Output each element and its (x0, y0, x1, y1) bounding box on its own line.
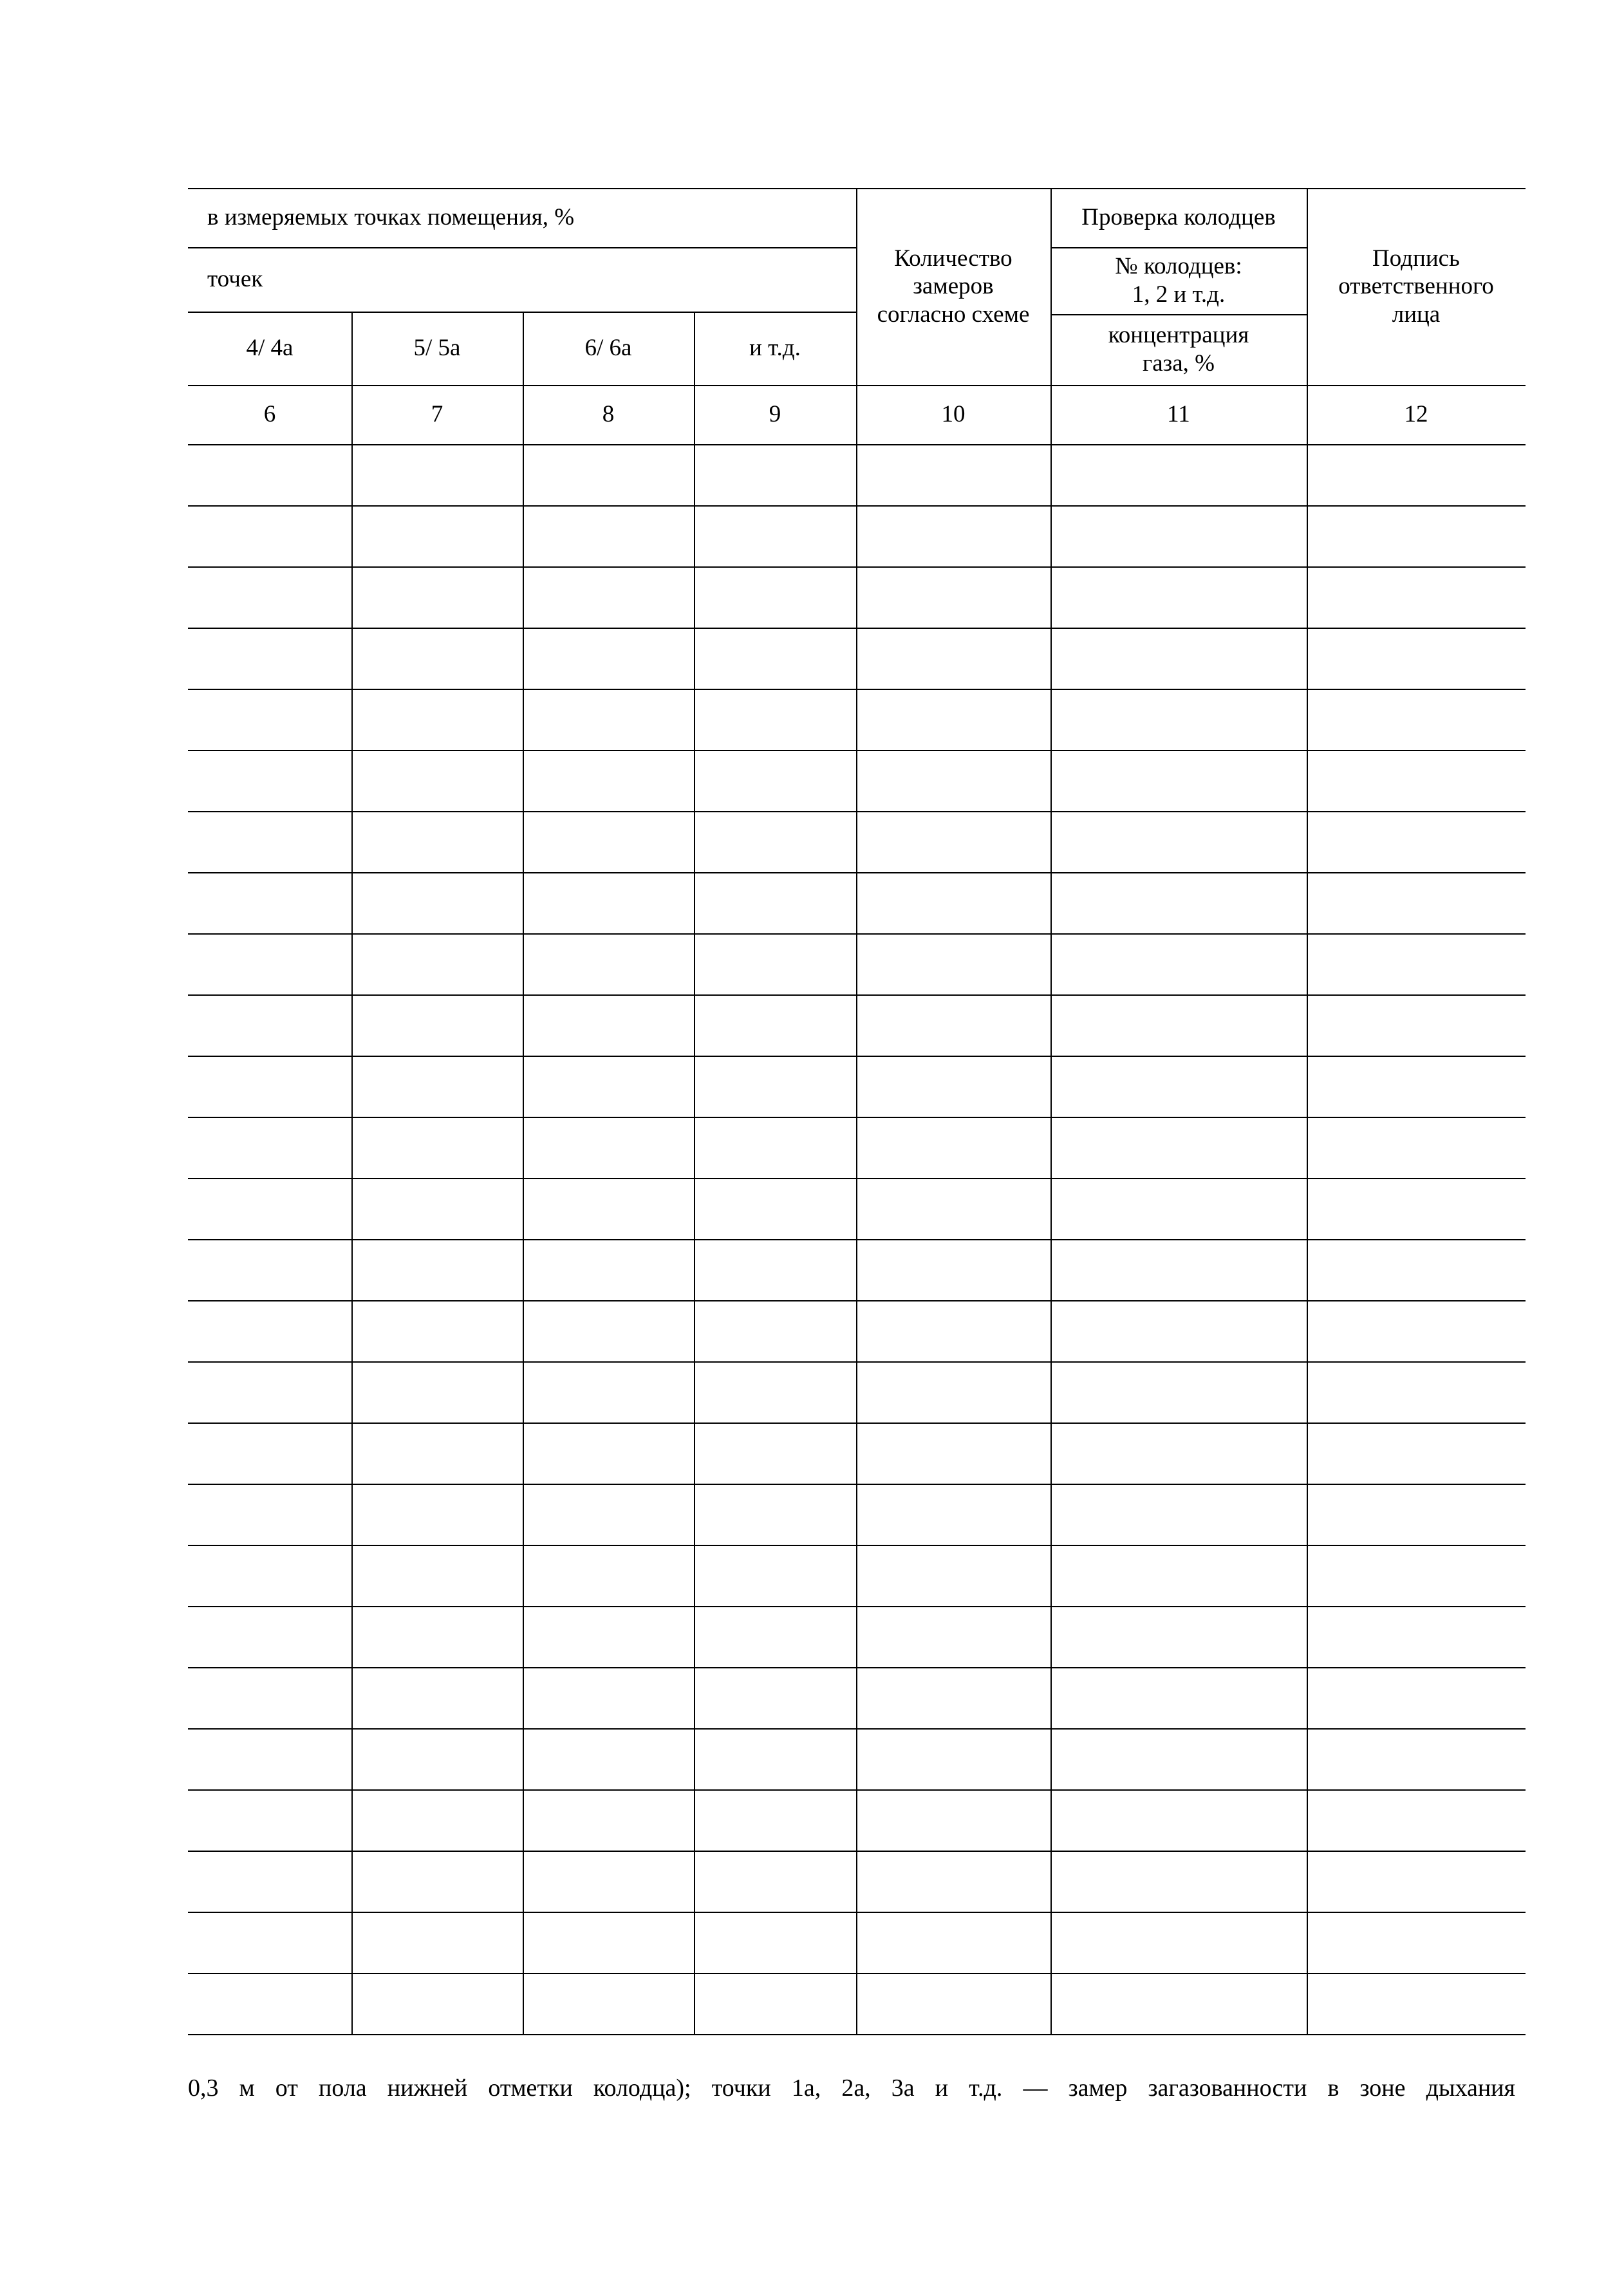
header-col-4: 4/ 4а (246, 335, 294, 362)
header-divider (1050, 247, 1307, 248)
column-divider (351, 385, 353, 2034)
column-divider (523, 312, 524, 385)
column-divider (1307, 188, 1308, 385)
column-number: 6 (263, 401, 276, 428)
column-divider (1050, 385, 1052, 2034)
column-divider (1050, 188, 1052, 385)
column-divider (694, 385, 695, 2034)
column-divider (351, 312, 353, 385)
column-divider (523, 385, 524, 2034)
column-divider (856, 188, 857, 385)
gas-measurement-table (188, 188, 1526, 2042)
column-number: 10 (941, 401, 966, 428)
header-wells-numbers: № колодцев: 1, 2 и т.д. (1115, 253, 1242, 308)
header-col-5: 5/ 5а (413, 335, 461, 362)
column-number: 8 (602, 401, 615, 428)
header-wells-check: Проверка колодцев (1081, 204, 1276, 231)
column-number: 11 (1167, 401, 1190, 428)
footnote-text: 0,3 м от пола нижней отметки колодца); точки 1а, 2а, 3а и т.д. — замер загазованности в зоне дыхания (188, 2075, 1515, 2102)
header-col-etc: и т.д. (749, 335, 801, 362)
header-divider (188, 312, 856, 313)
column-number: 12 (1404, 401, 1428, 428)
column-divider (856, 385, 857, 2034)
column-divider (1307, 385, 1308, 2034)
header-divider (188, 247, 856, 248)
column-number: 9 (769, 401, 781, 428)
header-measure-count: Количество замеров согласно схеме (877, 245, 1030, 328)
column-number: 7 (431, 401, 443, 428)
header-measured-points: в измеряемых точках помещения, % (207, 204, 575, 231)
table-bottom-border (188, 2034, 1526, 2035)
column-divider (694, 312, 695, 385)
header-gas-concentration: концентрация газа, % (1108, 322, 1249, 377)
header-signature: Подпись ответственного лица (1338, 245, 1494, 328)
header-col-6: 6/ 6а (584, 335, 632, 362)
header-points: точек (207, 266, 263, 293)
header-divider (1050, 314, 1307, 315)
